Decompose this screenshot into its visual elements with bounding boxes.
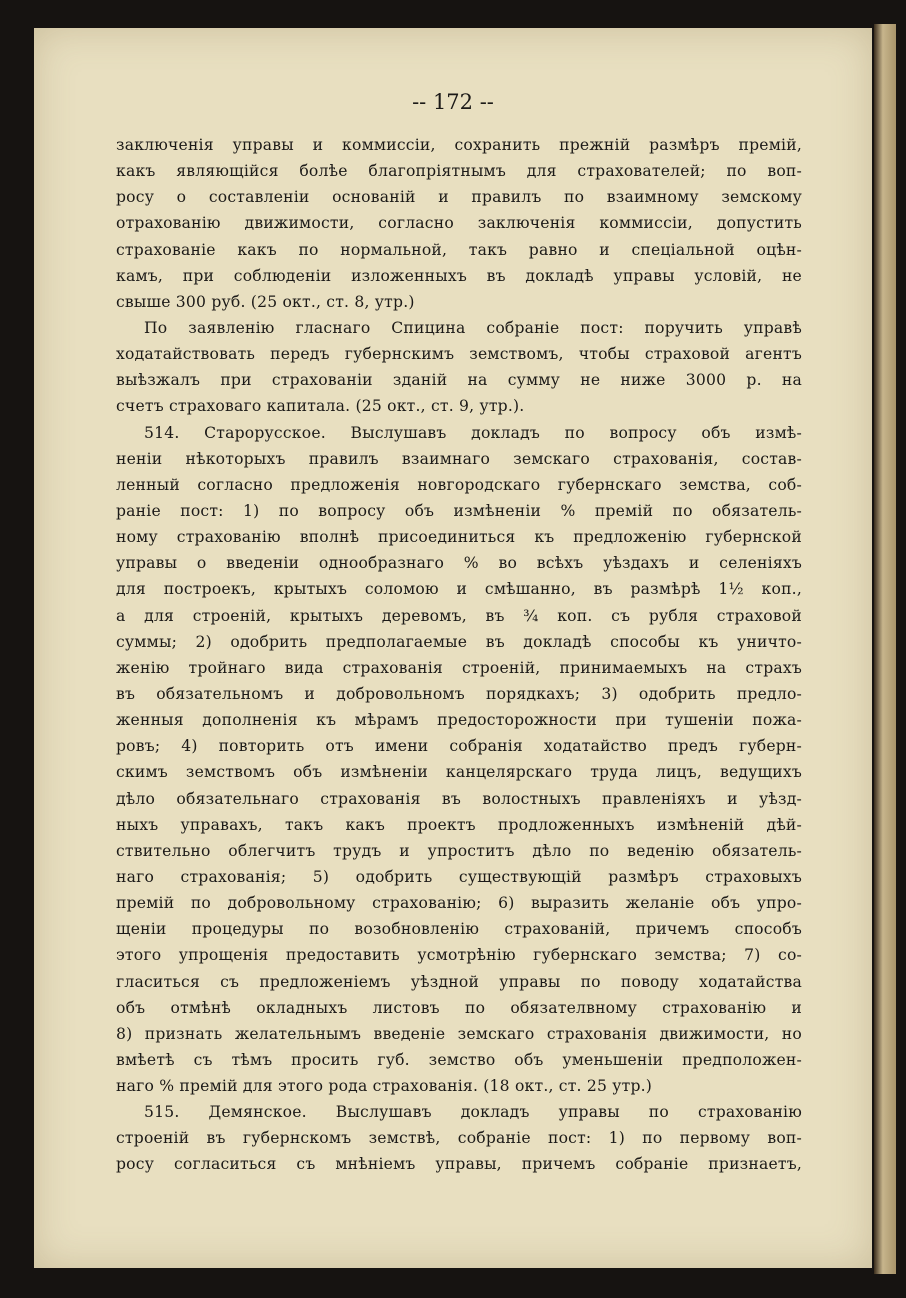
text-line: для построекъ, крытыхъ соломою и смѣшанно, въ размѣрѣ 1½ коп., [116, 580, 802, 599]
text-line: 514. Старорусское. Выслушавъ докладъ по вопросу объ измѣ- [144, 423, 802, 442]
text-line: управы о введеніи однообразнаго % во всѣхъ уѣздахъ и селеніяхъ [116, 554, 802, 573]
text-line: дѣло обязательнаго страхованія въ волостныхъ правленіяхъ и уѣзд- [116, 789, 802, 808]
text-line: росу согласиться съ мнѣніемъ управы, причемъ собраніе признаетъ, [116, 1155, 802, 1174]
text-line: страхованіе какъ по нормальной, такъ равно и спеціальной оцѣн- [116, 240, 802, 259]
text-line: наго % премій для этого рода страхованія. (18 окт., ст. 25 утр.) [116, 1077, 653, 1096]
text-line: суммы; 2) одобрить предполагаемые въ докладѣ способы къ уничто- [116, 632, 802, 651]
text-line: вмѣетѣ съ тѣмъ просить губ. земство объ уменьшеніи предположен- [116, 1050, 802, 1069]
text-line: женныя дополненія къ мѣрамъ предосторожности при тушеніи пожа- [116, 711, 802, 730]
page-number: -- 172 -- [412, 90, 494, 114]
text-line: заключенія управы и коммиссіи, сохранить прежній размѣръ премій, [116, 136, 802, 154]
text-line: объ отмѣнѣ окладныхъ листовъ по обязателвному страхованію и [116, 998, 802, 1017]
text-line: въ обязательномъ и добровольномъ порядкахъ; 3) одобрить предло- [116, 684, 802, 703]
text-line: неніи нѣкоторыхъ правилъ взаимнаго земскаго страхованія, состав- [116, 449, 802, 468]
text-line: гласиться съ предложеніемъ уѣздной управы по поводу ходатайства [116, 972, 802, 991]
text-line: отрахованію движимости, согласно заключенія коммиссіи, допустить [116, 214, 802, 233]
text-line: ствительно облегчитъ трудъ и упроститъ дѣло по веденію обязатель- [116, 841, 802, 860]
text-line: скимъ земствомъ объ измѣненіи канцелярскаго труда лицъ, ведущихъ [116, 763, 802, 782]
text-line: ровъ; 4) повторить отъ имени собранія ходатайство предъ губерн- [116, 737, 802, 756]
text-line: свыше 300 руб. (25 окт., ст. 8, утр.) [116, 292, 415, 311]
text-line: росу о составленіи основаній и правилъ по взаимному земскому [116, 188, 802, 207]
text-line: строеній въ губернскомъ земствѣ, собраніе пост: 1) по первому воп- [116, 1129, 802, 1148]
text-line: выѣзжалъ при страхованіи зданій на сумму не ниже 3000 р. на [116, 371, 802, 390]
text-line: счетъ страховаго капитала. (25 окт., ст. 9, утр.). [116, 397, 525, 416]
text-line: 515. Демянское. Выслушавъ докладъ управы по страхованію [144, 1103, 802, 1122]
text-line: 8) признать желательнымъ введеніе земскаго страхованія движимости, но [116, 1024, 802, 1043]
text-line: ному страхованію вполнѣ присоединиться къ предложенію губернской [116, 528, 802, 547]
text-line: а для строеній, крытыхъ деревомъ, въ ¾ коп. съ рубля страховой [116, 606, 802, 625]
text-line: ленный согласно предложенія новгородскаго губернскаго земства, соб- [116, 475, 802, 494]
text-line: женію тройнаго вида страхованія строеній, принимаемыхъ на страхъ [116, 658, 802, 677]
text-line: По заявленію гласнаго Спицина собраніе пост: поручить управѣ [144, 318, 802, 337]
book-spine [874, 24, 896, 1274]
text-line: ходатайствовать передъ губернскимъ земствомъ, чтобы страховой агентъ [116, 345, 802, 364]
text-line: какъ являющійся болѣе благопріятнымъ для страхователей; по воп- [116, 162, 802, 181]
text-line: наго страхованія; 5) одобрить существующій размѣръ страховыхъ [116, 867, 802, 886]
text-line: раніе пост: 1) по вопросу объ измѣненіи % премій по обязатель- [116, 501, 802, 520]
text-line: ныхъ управахъ, такъ какъ проектъ продложенныхъ измѣненій дѣй- [116, 815, 802, 834]
book-page [34, 28, 872, 1268]
text-line: премій по добровольному страхованію; 6) выразить желаніе объ упро- [116, 894, 802, 913]
body-text [116, 132, 802, 1178]
text-line: щеніи процедуры по возобновленію страхованій, причемъ способъ [116, 920, 802, 939]
text-line: этого упрощенія предоставить усмотрѣнію губернскаго земства; 7) со- [116, 946, 802, 965]
text-line: камъ, при соблюденіи изложенныхъ въ докладѣ управы условій, не [116, 266, 802, 285]
